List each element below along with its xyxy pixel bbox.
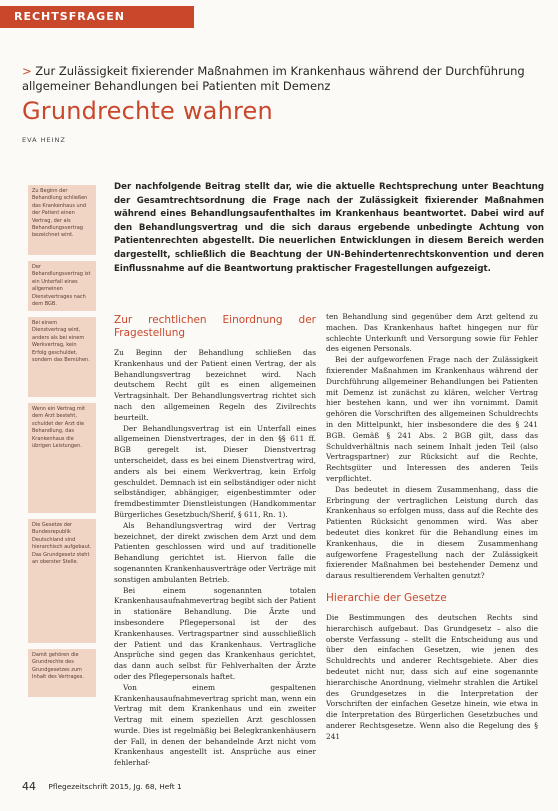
body-paragraph: Das bedeutet in diesem Zusammenhang, dass die Erbringung der vertraglichen Leistung durch das Krankenhaus so erfolgen muss, dass auf die Rechte des Patienten Rücksicht genommen wird. Was aber bedeutet dies konkret für die Behandlung eines im Krankenhaus, die in diesem Zusammenhang aufgeworfene Fragestellung nach der Zulässigkeit fixierender Maßnahmen bei bestehender Demenz und daraus resultierendem Verhalten genutzt? bbox=[326, 484, 538, 581]
margin-note: Zu Beginn der Behandlung schließen das Krankenhaus und der Patient einen Vertrag, der als Behandlungsvertrag bezeichnet wird. bbox=[28, 185, 96, 255]
body-paragraph: Der Behandlungsvertrag ist ein Unterfall eines allgemeinen Dienstvertrages, der in den §§ 611 ff. BGB geregelt ist. Dieser Dienstvertrag unterscheidet, dass es bei einem Dienstvertrag wird, anders als bei einem Werkvertrag, kein Erfolg geschuldet. Demnach ist ein selbständiger oder nicht selbständiger, abhängiger, eigenbestimmter oder fremdbestimmter Dienstleistungen (Handkommentar Bürgerliches Gesetzbuch/Sherif, § 611, Rn. 1). bbox=[114, 423, 316, 519]
article-title: Grundrechte wahren bbox=[22, 97, 273, 125]
section-heading: Zur rechtlichen Einordnung der Fragestellung bbox=[114, 314, 316, 339]
kicker-subtitle bbox=[22, 64, 542, 94]
body-paragraph: Zu Beginn der Behandlung schließen das Krankenhaus und der Patient einen Vertrag, der als Behandlungsvertrag bezeichnet wird. Nach deutschem Recht gilt es einen allgemeinen Vertragsinhalt. Der Behandlungsvertrag richtet sich nach den allgemeinen Regeln des Zivilrechts beurteilt. bbox=[114, 348, 316, 422]
page-footer bbox=[22, 780, 182, 793]
journal-citation: Pflegezeitschrift 2015, Jg. 68, Heft 1 bbox=[48, 782, 182, 791]
lead-paragraph: Der nachfolgende Beitrag stellt dar, wie die aktuelle Rechtsprechung unter Beachtung der Gesamtrechtsordnung die Frage nach der Zulässigkeit fixierender Maßnahmen während eines Behandlungsaufenthaltes im Krankenhaus beantwortet. Dabei wird auf den Behandlungsvertrag und die sich daraus ergebende unbedingte Achtung von Patientenrechten abgestellt. Die neuerlichen Entwicklungen in diesem Bereich werden dargestellt, schließlich die Beachtung der UN-Behindertenrechtskonvention und deren Einflussnahme auf die Beantwortung praktischer Fragestellungen aufgezeigt. bbox=[114, 182, 544, 274]
margin-note: Der Behandlungsvertrag ist ein Unterfall eines allgemeinen Dienstvertrages nach dem BGB. bbox=[28, 261, 96, 311]
section-heading: Hierarchie der Gesetze bbox=[326, 591, 447, 604]
body-paragraph: Bei der aufgeworfenen Frage nach der Zulässigkeit fixierender Maßnahmen im Krankenhaus während der Durchführung allgemeiner Behandlungen bei Patienten mit Demenz ist zunächst zu klären, welcher Vertrag hier bestehen kann, und wer ihn vornimmt. Damit gehören die Vorschriften des allgemeinen Schuldrechts in den Mittelpunkt, hier insbesondere die des § 241 BGB. Gemäß § 241 Abs. 2 BGB gilt, dass das Schuldverhältnis nach seinem Inhalt jeden Teil (also Vertragspartner) zur Rücksicht auf die Rechte, Rechtsgüter und Interessen des anderen Teils verpflichtet. bbox=[326, 355, 538, 483]
section-banner: RECHTSFRAGEN bbox=[0, 6, 194, 28]
chevron-right-icon: > bbox=[22, 64, 32, 78]
kicker-text: Zur Zulässigkeit fixierender Maßnahmen im Krankenhaus während der Durchführung allgemeiner Behandlungen bei Patienten mit Demenz bbox=[22, 64, 525, 93]
margin-note: Die Gesetze der Bundesrepublik Deutschland sind hierarchisch aufgebaut. Das Grundgesetz steht an oberster Stelle. bbox=[28, 519, 96, 643]
margin-note: Wenn ein Vertrag mit dem Arzt besteht, schuldet der Arzt die Behandlung, das Krankenhaus die übrigen Leistungen. bbox=[28, 403, 96, 513]
author-name: EVA HEINZ bbox=[22, 136, 66, 144]
body-column-right bbox=[326, 312, 538, 790]
body-paragraph: ten Behandlung sind gegenüber dem Arzt geltend zu machen. Das Krankenhaus haftet hingegen nur für schlechte Unterkunft und Versorgung sowie für Fehler des eigenen Personals. bbox=[326, 312, 538, 354]
margin-note: Damit gehören die Grundrechte des Grundgesetzes zum Inhalt des Vertrages. bbox=[28, 649, 96, 697]
margin-note: Bei einem Dienstvertrag wird, anders als bei einem Werkvertrag, kein Erfolg geschuldet, sondern das Bemühen. bbox=[28, 317, 96, 397]
page-number: 44 bbox=[22, 780, 36, 793]
body-paragraph: Die Bestimmungen des deutschen Rechts sind hierarchisch aufgebaut. Das Grundgesetz – also die oberste Verfassung – stellt die Entscheidung aus und über den einfachen Gesetzen, wie jenen des Schuldrechts und anderer Rechtsgebiete. Aber dies bedeutet nicht nur, dass sich auf eine sogenannte hierarchische Anordnung, vielmehr strahlen die Artikel des Grundgesetzes in die Interpretation der Vorschriften der einfachen Gesetze hinein, wie etwa in die Interpretation des Bürgerlichen Gesetzbuches und anderer Rechtsgesetze. Wenn also die Regelung des § 241 bbox=[326, 612, 538, 741]
body-paragraph: Bei einem sogenannten totalen Krankenhausaufnahmevertrag begibt sich der Patient in stationäre Behandlung. Die Ärzte und insbesondere Pflegepersonal ist der des Krankenhauses. Vertragspartner sind ausschließlich der Patient und das Krankenhaus. Vertragliche Ansprüche sind gegen das Krankenhaus gerichtet, das dann auch selbst für Fehlverhalten der Ärzte oder des Pflegepersonals haftet. bbox=[114, 585, 316, 681]
body-paragraph: Als Behandlungsvertrag wird der Vertrag bezeichnet, der direkt zwischen dem Arzt und dem Patienten geschlossen wird und auf traditionelle Behandlung gerichtet ist. Hiervon falle die sogenannten Krankenhausverträge oder Verträge mit sonstigen ambulanten Betrieb. bbox=[114, 520, 316, 584]
body-column-left bbox=[114, 312, 316, 790]
body-paragraph: Von einem gespaltenen Krankenhausaufnahmevertrag spricht man, wenn ein Vertrag mit dem Krankenhaus und ein zweiter Vertrag mit einem speziellen Arzt geschlossen wurde. Dies ist regelmäßig bei Belegkrankenhäusern der Fall, in denen der behandelnde Arzt nicht vom Krankenhaus angestellt ist. Ansprüche aus einer fehlerhaf- bbox=[114, 682, 316, 768]
margin-notes bbox=[28, 185, 96, 703]
